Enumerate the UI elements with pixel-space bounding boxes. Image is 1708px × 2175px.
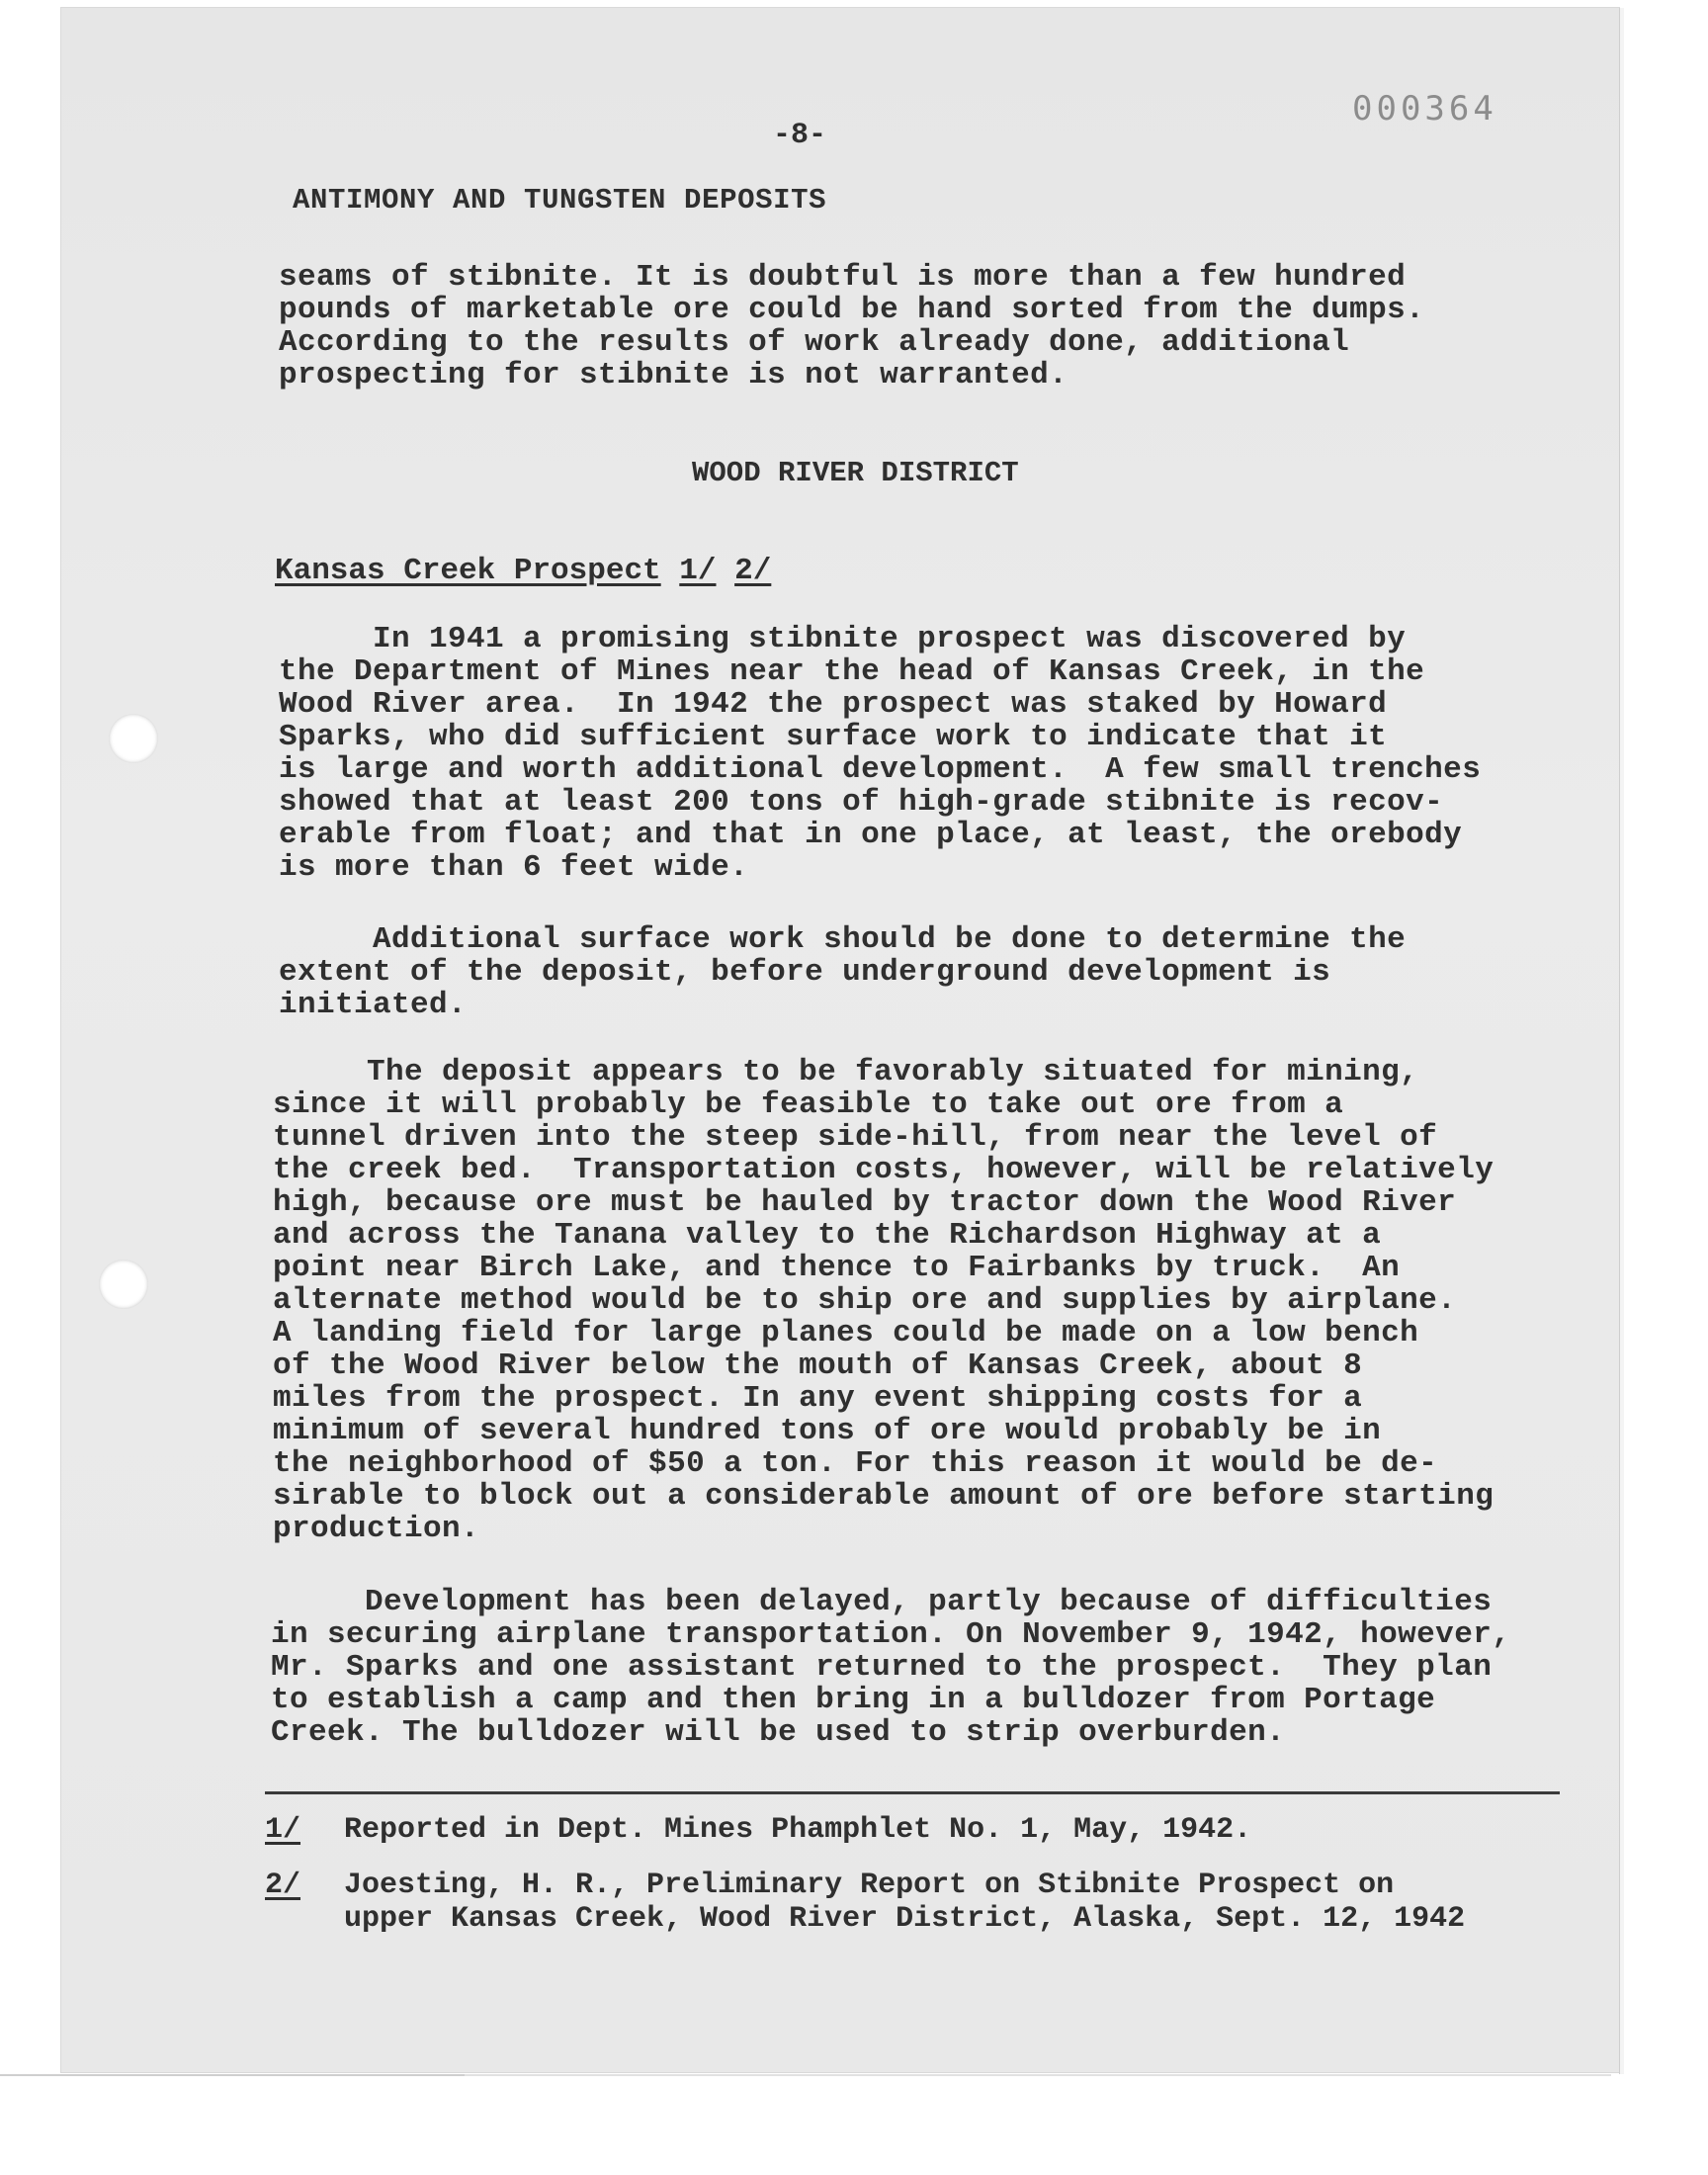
- footnote-mark: 2/: [265, 1869, 301, 1902]
- section-title: Kansas Creek Prospect: [275, 554, 661, 588]
- scan-edge-line: [0, 2074, 465, 2076]
- footnote: [265, 1813, 1550, 1853]
- punch-hole: [109, 714, 158, 763]
- footnote-text: Joesting, H. R., Preliminary Report on Stibnite Prospect on upper Kansas Creek, Wood River District, Alaska, Sept. 12, 1942: [344, 1869, 1466, 1936]
- paragraph: The deposit appears to be favorably situated for mining, since it will probably be feasible to take out ore from a tunnel driven into the steep side-hill, from near the level of the creek bed. Transportation costs, however, will be relatively high, because ore must be hauled by tractor down the Wood River and across the Tanana valley to the Richardson Highway at a point near Birch Lake, and thence to Fairbanks by truck. An alternate method would be to ship ore and supplies by airplane. A landing field for large planes could be made on a low bench of the Wood River below the mouth of Kansas Creek, about 8 miles from the prospect. In any event shipping costs for a minimum of several hundred tons of ore would probably be in the neighborhood of $50 a ton. For this reason it would be de- sirable to block out a considerable amount of ore before starting production.: [273, 1055, 1494, 1546]
- footnote-ref: 2/: [734, 554, 772, 588]
- footnote: [265, 1869, 1609, 1948]
- punch-hole: [99, 1260, 148, 1309]
- bates-stamp: 000364: [1352, 89, 1497, 129]
- page-number: -8-: [773, 119, 827, 152]
- paragraph: In 1941 a promising stibnite prospect was discovered by the Department of Mines near the head of Kansas Creek, in the Wood River area. In 1942 the prospect was staked by Howard Sparks, who did sufficient surface work to indicate that it is large and worth additional development. A few small trenches showed that at least 200 tons of high-grade stibnite is recov- erable from float; and that in one place, at least, the orebody is more than 6 feet wide.: [279, 622, 1482, 885]
- scan-edge-line: [465, 2074, 1611, 2076]
- paper-edge: [1619, 8, 1624, 2074]
- footnote-rule: [265, 1791, 1560, 1794]
- footnote-ref: 1/: [679, 554, 717, 588]
- running-head: ANTIMONY AND TUNGSTEN DEPOSITS: [293, 184, 827, 217]
- district-heading: WOOD RIVER DISTRICT: [692, 457, 1019, 489]
- continuation-paragraph: seams of stibnite. It is doubtful is more than a few hundred pounds of marketable ore could be hand sorted from the dumps. According to the results of work already done, additional prospecting for stibnite is not warranted.: [279, 260, 1425, 392]
- footnote-text: Reported in Dept. Mines Phamphlet No. 1, May, 1942.: [344, 1813, 1252, 1847]
- paragraph: Development has been delayed, partly because of difficulties in securing airplane transportation. On November 9, 1942, however, Mr. Sparks and one assistant returned to the prospect. They plan to establish a camp and then bring in a bulldozer from Portage Creek. The bulldozer will be used to strip overburden.: [271, 1585, 1511, 1750]
- footnote-mark: 1/: [265, 1813, 301, 1847]
- paragraph: Additional surface work should be done to determine the extent of the deposit, before underground development is initiated.: [279, 922, 1407, 1022]
- section-heading: [275, 554, 771, 588]
